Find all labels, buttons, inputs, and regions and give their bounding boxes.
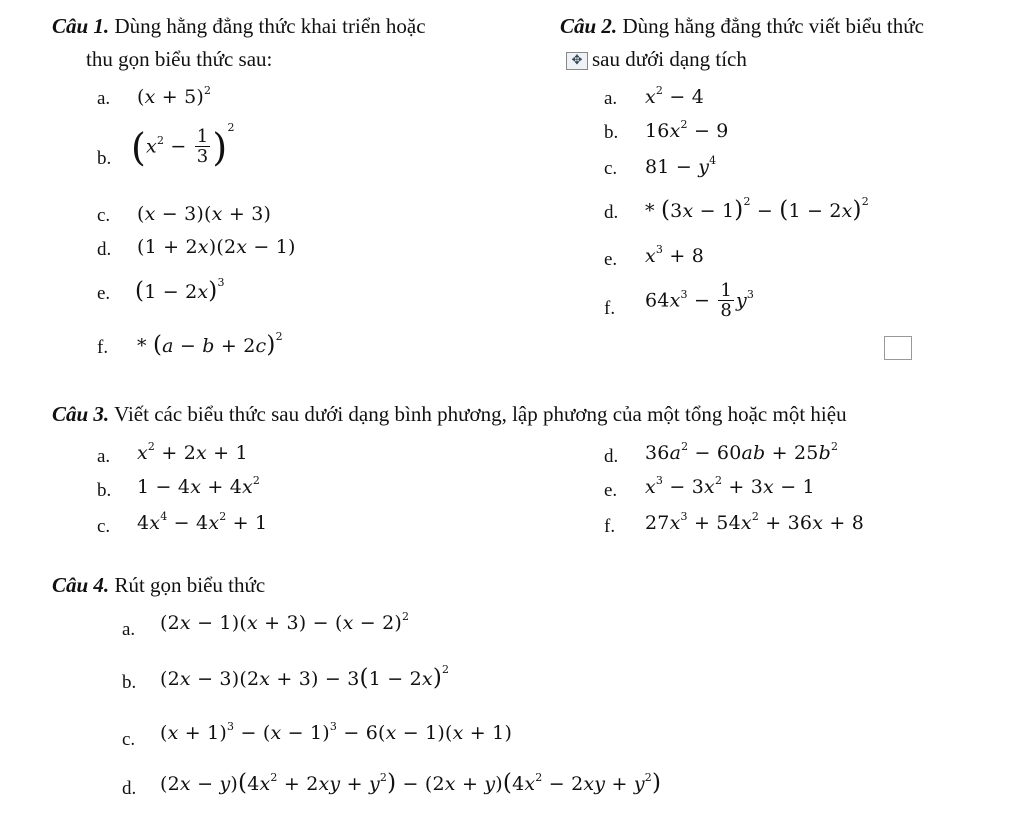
q3-label-e: e.: [604, 480, 618, 501]
q1-expr-c: (x − 3)(x + 3): [137, 203, 272, 225]
q3-title: Câu 3.: [52, 402, 110, 426]
q2-header: [560, 14, 924, 39]
q1-text-line1: Dùng hằng đẳng thức khai triển hoặc: [114, 14, 426, 38]
q4-expr-d: $(2x - y)(4x^2 + 2xy + y^2) - (2x + y)(4x^2 - 2xy + y^2)$: [160, 770, 662, 796]
q4-expr-c: $(x + 1)^3 - (x - 1)^3 - 6(x - 1)(x + 1)$: [160, 720, 513, 744]
q4-title: Câu 4.: [52, 573, 110, 597]
q4-label-b: b.: [122, 672, 137, 693]
q2-label-f: f.: [604, 298, 616, 319]
q2-expr-e: $x^3 + 8$: [645, 243, 705, 267]
q2-expr-b: $16x^2 - 9$: [645, 118, 729, 142]
q2-expr-a: $x^2 - 4$: [645, 84, 705, 108]
q2-label-e: e.: [604, 249, 618, 270]
q3-text: Viết các biểu thức sau dưới dạng bình phương, lập phương của một tổng hoặc một hiệu: [114, 402, 847, 426]
q2-label-b: b.: [604, 122, 619, 143]
q1-label-f: f.: [97, 337, 109, 358]
q3-label-b: b.: [97, 480, 112, 501]
checkbox[interactable]: [884, 336, 912, 360]
q4-expr-a: $(2x - 1)(x + 3) - (x - 2)^2$: [160, 610, 410, 634]
q2-text-line2: sau dưới dạng tích: [592, 47, 747, 71]
q4-label-d: d.: [122, 778, 137, 799]
q2-expr-c: $81 - y^4$: [645, 154, 717, 178]
q1-label-a: a.: [97, 88, 111, 109]
q3-label-c: c.: [97, 516, 111, 537]
q1-expr-d: (1 + 2x)(2x − 1): [137, 236, 296, 258]
q3-label-d: d.: [604, 446, 619, 467]
q3-expr-d: $36a^2 - 60ab + 25b^2$: [645, 440, 839, 464]
q2-line2: [566, 47, 747, 72]
q3-header: [52, 402, 847, 427]
q2-expr-f: $64x^3$ − $\frac{1}{8}$ $y^3$: [645, 280, 755, 321]
q1-label-b: b.: [97, 148, 112, 169]
q1-expr-f: * $(a - b + 2c)^2$: [137, 330, 283, 358]
q4-label-a: a.: [122, 619, 136, 640]
q3-label-f: f.: [604, 516, 616, 537]
q3-label-a: a.: [97, 446, 111, 467]
q1-header: [52, 14, 426, 39]
q3-expr-e: $x^3 - 3x^2 + 3x - 1$: [645, 474, 815, 498]
q4-text: Rút gọn biểu thức: [114, 573, 266, 597]
q2-label-c: c.: [604, 158, 618, 179]
q2-label-a: a.: [604, 88, 618, 109]
q1-label-e: e.: [97, 283, 111, 304]
q2-expr-d: * $(3x - 1)^2 - (1 - 2x)^2$: [645, 195, 869, 223]
q3-expr-c: $4x^4 - 4x^2 + 1$: [137, 510, 268, 534]
q1-text-line2: thu gọn biểu thức sau:: [86, 47, 273, 71]
q1-label-c: c.: [97, 205, 111, 226]
move-icon[interactable]: ✥: [566, 52, 588, 70]
q3-expr-f: $27x^3 + 54x^2 + 36x + 8$: [645, 510, 865, 534]
q1-title: Câu 1.: [52, 14, 110, 38]
q1-expr-e: $(1 - 2x)^3$: [135, 276, 225, 304]
q1-expr-b: ($x^2$ − $\frac{1}{3}$ )$^2$: [131, 120, 235, 170]
q4-header: [52, 573, 265, 598]
q1-label-d: d.: [97, 239, 112, 260]
q2-text-line1: Dùng hằng đẳng thức viết biểu thức: [622, 14, 924, 38]
q4-expr-b: $(2x - 3)(2x + 3) - 3(1 - 2x)^2$: [160, 663, 450, 691]
q3-expr-a: $x^2 + 2x + 1$: [137, 440, 248, 464]
q4-label-c: c.: [122, 729, 136, 750]
q1-expr-a: $(x + 5)^2$: [137, 84, 212, 108]
q2-label-d: d.: [604, 202, 619, 223]
q3-expr-b: $1 - 4x + 4x^2$: [137, 474, 261, 498]
q2-title: Câu 2.: [560, 14, 618, 38]
